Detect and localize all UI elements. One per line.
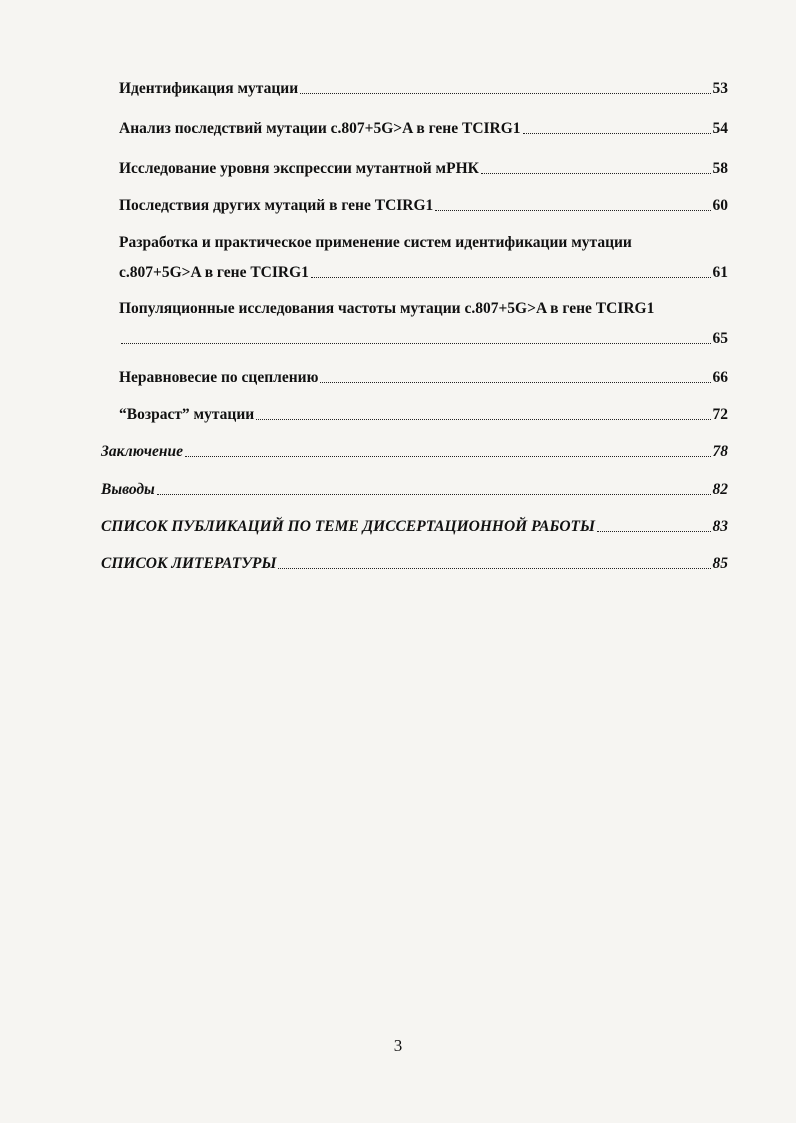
toc-entry-page: 78 (712, 443, 728, 460)
toc-leader-dots (481, 172, 711, 174)
toc-entry (119, 197, 728, 215)
toc-entry-title: Последствия других мутаций в гене TCIRG1 (119, 197, 434, 214)
toc-leader-dots (121, 342, 711, 344)
toc-entry-page: 72 (712, 406, 728, 423)
toc-entry-page: 85 (712, 555, 728, 572)
toc-entry-title: c.807+5G>A в гене TCIRG1 (119, 264, 309, 281)
toc-leader-dots (185, 455, 711, 457)
toc-entry (119, 80, 728, 98)
toc-leader-dots (157, 493, 711, 495)
toc-entry-title: Идентификация мутации (119, 80, 299, 97)
toc-leader-dots (523, 132, 711, 134)
toc-entry-page: 83 (712, 518, 728, 535)
toc-entry-title: Неравновесие по сцеплению (119, 369, 319, 386)
toc-entry (101, 443, 728, 461)
toc-entry (119, 369, 728, 387)
toc-entry-title-line1: Разработка и практическое применение систем идентификации мутации (119, 234, 632, 251)
toc-entry-title: Исследование уровня экспрессии мутантной мРНК (119, 160, 479, 177)
toc-leader-dots (278, 567, 710, 569)
toc-entry-page: 66 (712, 369, 728, 386)
toc-entry-title-line1: Популяционные исследования частоты мутации c.807+5G>A в гене TCIRG1 (119, 300, 655, 317)
toc-entry-title: Заключение (101, 443, 183, 460)
toc-entry-page: 60 (712, 197, 728, 214)
toc-entry-title: СПИСОК ЛИТЕРАТУРЫ (101, 555, 277, 572)
toc-entry (119, 160, 728, 178)
toc-leader-dots (597, 530, 710, 532)
toc-entry-title: “Возраст” мутации (119, 406, 255, 423)
toc-leader-dots (435, 209, 710, 211)
toc-leader-dots (320, 381, 710, 383)
toc-entry-title: СПИСОК ПУБЛИКАЦИЙ ПО ТЕМЕ ДИССЕРТАЦИОННОЙ РАБОТЫ (101, 518, 596, 535)
toc-entry-title: Анализ последствий мутации c.807+5G>A в гене TCIRG1 (119, 120, 521, 137)
toc-leader-dots (300, 92, 710, 94)
toc-entry (101, 481, 728, 499)
toc-entry-page: 54 (712, 120, 728, 137)
toc-entry-title: Выводы (101, 481, 155, 498)
toc-entry (119, 406, 728, 424)
toc-entry-page: 61 (712, 264, 728, 281)
toc-entry-page: 82 (712, 481, 728, 498)
toc-entry (119, 330, 728, 348)
toc-entry-page: 58 (712, 160, 728, 177)
toc-entry-page: 65 (712, 330, 728, 347)
toc-leader-dots (256, 418, 710, 420)
toc-leader-dots (311, 276, 711, 278)
page-number: 3 (393, 1036, 403, 1055)
toc-entry (119, 264, 728, 282)
toc-entry (119, 120, 728, 138)
toc-entry-page: 53 (712, 80, 728, 97)
toc-entry (101, 518, 728, 536)
toc-entry (101, 555, 728, 573)
